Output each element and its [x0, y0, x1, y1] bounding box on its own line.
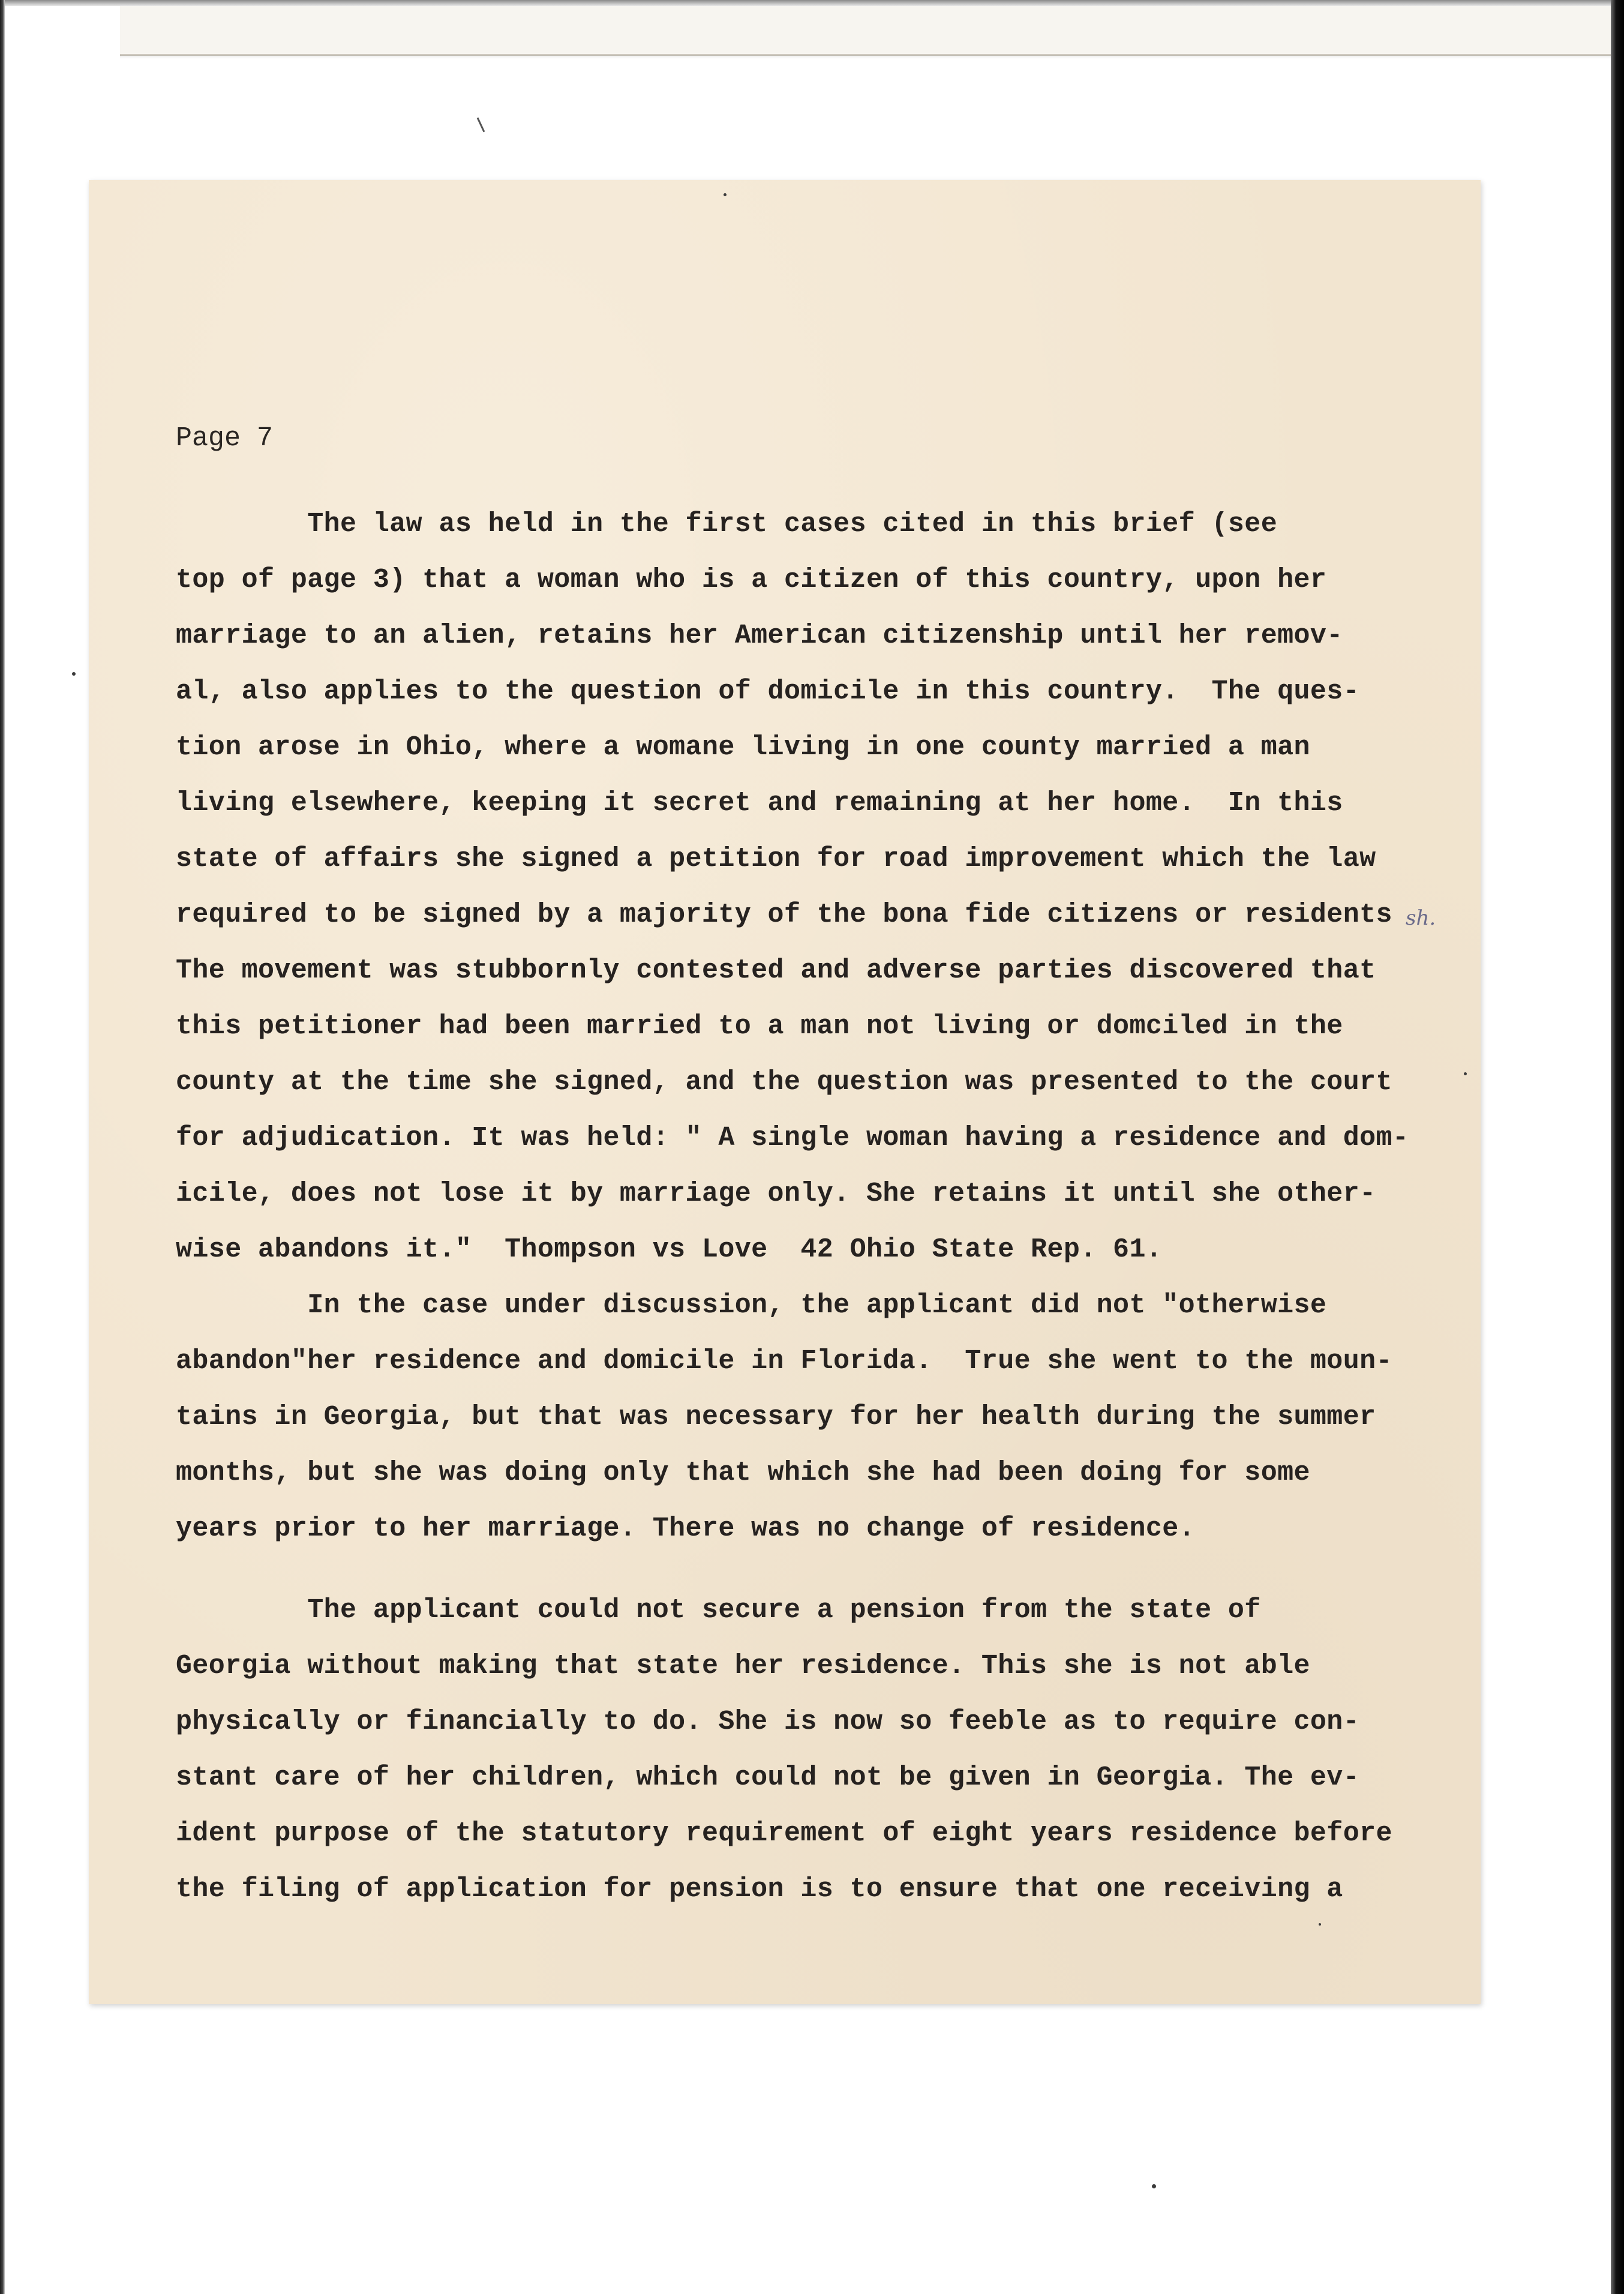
text-line: al, also applies to the question of domicile in this country. The ques-: [176, 676, 1360, 707]
text-line: months, but she was doing only that which she had been doing for some: [176, 1458, 1310, 1488]
scanner-top-edge: [5, 0, 1611, 6]
paper-speck: [72, 672, 76, 676]
scanner-right-edge: [1611, 0, 1624, 2294]
scan-speck: [1152, 2184, 1156, 2188]
text-line: The law as held in the first cases cited in this brief (see: [176, 509, 1278, 539]
text-line: for adjudication. It was held: " A single woman having a residence and dom-: [176, 1123, 1409, 1153]
backing-sheet: [120, 6, 1611, 56]
text-line: stant care of her children, which could not be given in Georgia. The ev-: [176, 1762, 1360, 1793]
text-line: top of page 3) that a woman who is a citizen of this country, upon her: [176, 565, 1327, 595]
text-line: ident purpose of the statutory requirement of eight years residence before: [176, 1818, 1392, 1849]
backing-sheet-shadow: [120, 55, 1611, 59]
text-line: marriage to an alien, retains her American citizenship until her remov-: [176, 620, 1343, 651]
text-line: years prior to her marriage. There was no change of residence.: [176, 1513, 1196, 1544]
text-line: state of affairs she signed a petition for road improvement which the law: [176, 844, 1376, 874]
text-line: the filing of application for pension is to ensure that one receiving a: [176, 1874, 1343, 1905]
scanner-left-edge: [0, 0, 5, 2294]
text-line: abandon"her residence and domicile in Florida. True she went to the moun-: [176, 1346, 1392, 1377]
text-line: this petitioner had been married to a man not living or domciled in the: [176, 1011, 1343, 1042]
text-line: required to be signed by a majority of the bona fide citizens or residents: [176, 899, 1392, 930]
text-line: Georgia without making that state her residence. This she is not able: [176, 1651, 1310, 1681]
paper-speck: [1319, 1923, 1321, 1926]
text-line: living elsewhere, keeping it secret and remaining at her home. In this: [176, 788, 1343, 818]
typed-page: [89, 180, 1481, 2004]
paper-speck: [724, 193, 727, 196]
handwritten-margin-note: sh.: [1406, 906, 1436, 930]
paper-speck: [1464, 1072, 1467, 1075]
text-line: In the case under discussion, the applicant did not "otherwise: [176, 1290, 1327, 1321]
text-line: wise abandons it." Thompson vs Love 42 Ohio State Rep. 61.: [176, 1234, 1163, 1265]
text-line: county at the time she signed, and the question was presented to the court: [176, 1067, 1392, 1097]
text-line: physically or financially to do. She is now so feeble as to require con-: [176, 1707, 1360, 1737]
page-number-label: Page 7: [176, 423, 274, 454]
text-line: The movement was stubbornly contested and adverse parties discovered that: [176, 955, 1376, 986]
text-line: The applicant could not secure a pension from the state of: [176, 1595, 1261, 1626]
text-line: tion arose in Ohio, where a womane living in one county married a man: [176, 732, 1310, 763]
text-line: tains in Georgia, but that was necessary for her health during the summer: [176, 1402, 1376, 1432]
stray-mark: [477, 118, 485, 133]
text-line: icile, does not lose it by marriage only. She retains it until she other-: [176, 1179, 1376, 1209]
